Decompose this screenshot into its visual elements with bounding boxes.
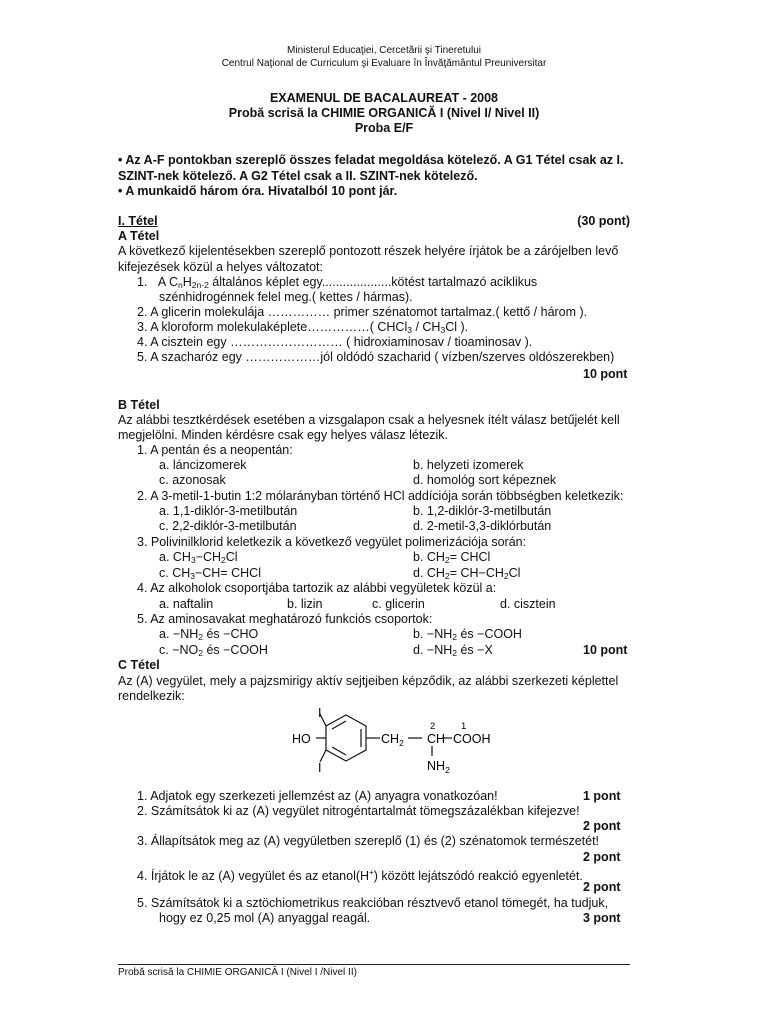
b-q5c-sub: 2 (198, 648, 203, 658)
b-q5b-p1: b. −NH (413, 627, 453, 641)
b-q4-option-c: c. glicerin (372, 597, 425, 611)
b-q2-option-d: d. 2-metil-3,3-diklórbután (413, 519, 552, 533)
nh2-label: NH (427, 759, 446, 773)
b-q3d-sub1: 2 (444, 571, 450, 581)
section-points: (30 pont) (577, 214, 630, 228)
b-q3c-sub1: 3 (190, 571, 195, 581)
b-q3a-p1: a. CH (159, 550, 191, 564)
a-points: 10 pont (583, 367, 628, 381)
c-q5-points: 3 pont (583, 911, 621, 925)
ch-group: CH (427, 732, 446, 746)
b-q3d-p3: Cl (508, 566, 521, 580)
b-question-1: 1. A pentán és a neopentán: (137, 443, 293, 457)
b-q4-option-a: a. naftalin (159, 597, 214, 611)
c-q4-sup: + (369, 868, 374, 877)
c-question-3: 3. Állapítsátok meg az (A) vegyületben szereplő (1) és (2) szénatomok természetét! (137, 834, 600, 848)
a-q1-sub-2n2: 2n-2 (191, 280, 209, 290)
b-intro-2: megjelölni. Minden kérdésre csak egy helyes válasz létezik. (118, 428, 449, 442)
structural-formula (280, 700, 510, 790)
b-q5-option-c (159, 643, 268, 661)
a-q1-post: általános képlet egy....................kötést tartalmazó aciklikus (208, 275, 538, 289)
b-q1-option-d: d. homológ sort képeznek (413, 473, 557, 487)
c-q4-post: ) között lejátszódó reakció egyenletét. (373, 869, 583, 883)
b-q3c-p2: −CH= CHCl (194, 566, 261, 580)
cooh-group: COOH (453, 732, 491, 746)
c-question-2: 2. Számítsátok ki az (A) vegyület nitrogéntartalmát tömegszázalékban kifejezve! (137, 804, 580, 818)
b-q2-option-c: c. 2,2-diklór-3-metilbután (159, 519, 297, 533)
c-q3-points: 2 pont (583, 850, 621, 864)
a-question-1-cont: szénhidrogénnek felel meg.( kettes / hármas). (159, 290, 413, 304)
c-q2-points: 2 pont (583, 819, 621, 833)
b-q3b-p2: = CHCl (449, 550, 491, 564)
c-title: C Tétel (118, 658, 160, 672)
b-q3d-sub2: 2 (503, 571, 509, 581)
b-q2-option-a: a. 1,1-diklór-3-metilbután (159, 504, 298, 518)
a-title: A Tétel (118, 229, 160, 243)
b-q5b-p2: és −COOH (457, 627, 522, 641)
c-question-1: 1. Adjatok egy szerkezeti jellemzést az (A) anyagra vonatkozóan! (137, 789, 498, 803)
iodine-top: I (318, 706, 322, 720)
exam-subtitle: Probă scrisă la CHIMIE ORGANICĂ I (Nivel I/ Nivel II) (228, 106, 540, 120)
b-q1-option-a: a. láncizomerek (159, 458, 247, 472)
a-q1-h: H (182, 275, 192, 289)
b-q5a-p1: a. −NH (159, 627, 199, 641)
center-line: Centrul Naţional de Curriculum şi Evaluare în Învăţământul Preuniversitar (221, 58, 547, 69)
ch2-label: CH (381, 732, 400, 746)
b-question-5: 5. Az aminosavakat meghatározó funkciós csoportok: (137, 612, 433, 626)
amino-group (427, 759, 450, 775)
b-q4-option-d: d. cisztein (500, 597, 556, 611)
c-intro-2: rendelkezik: (118, 689, 185, 703)
b-q5a-p2: és −CHO (203, 627, 259, 641)
b-q5d-p2: és −X (457, 643, 493, 657)
hydroxyl-group: HO (292, 732, 311, 746)
b-q3a-sub2: 2 (221, 555, 226, 565)
instruction-time: • A munkaidő három óra. Hivatalból 10 pont jár. (118, 184, 398, 198)
a-q3-pre: 3. A kloroform molekulaképlete……………( CHCl (137, 320, 408, 334)
b-q3a-p2: −CH (195, 550, 222, 564)
a-intro-1: A következő kijelentésekben szereplő pontozott részek helyére írjátok be a zárójelben levő (118, 244, 619, 258)
a-question-5: 5. A szacharóz egy ………………jól oldódó szacharid ( vízben/szerves oldószerekben) (137, 350, 615, 364)
nh2-sub: 2 (445, 765, 450, 775)
section-title (118, 214, 630, 229)
b-q5d-sub: 2 (452, 648, 457, 658)
b-q3a-sub1: 3 (190, 555, 196, 565)
a-q1-sub-n: n (178, 280, 183, 290)
exam-title: EXAMENUL DE BACALAUREAT - 2008 (269, 91, 499, 105)
a-q1-number: 1. (137, 275, 148, 289)
b-q5c-p1: c. −NO (159, 643, 199, 657)
b-question-4: 4. Az alkoholok csoportjába tartozik az alábbi vegyületek közül a: (137, 581, 497, 595)
a-q1-pre: A C (157, 275, 179, 289)
b-q4-option-b: b. lizin (287, 597, 323, 611)
a-question-2: 2. A glicerin molekulája …………… primer szénatomot tartalmaz.( kettő / három ). (137, 305, 588, 319)
c-question-5: 5. Számítsátok ki a sztöchiometrikus reakcióban résztvevő etanol tömegét, ha tudjuk, (137, 896, 609, 910)
a-q3-sub: 3 (407, 325, 412, 335)
b-q3b-p1: b. CH (413, 550, 445, 564)
b-q5-option-d (413, 643, 493, 661)
carbon-number-2: 2 (430, 721, 436, 732)
exam-proba: Proba E/F (354, 121, 414, 135)
b-q3d-p1: d. CH (413, 566, 445, 580)
carbon-number-1: 1 (461, 721, 467, 732)
section-name: I. Tétel (118, 214, 158, 228)
b-question-3: 3. Polivinilklorid keletkezik a következő vegyület polimerizációja során: (137, 535, 527, 549)
b-q1-option-c: c. azonosak (159, 473, 226, 487)
b-q3b-sub1: 2 (444, 555, 450, 565)
c-question-5-cont: hogy ez 0,25 mol (A) anyaggal reagál. (159, 911, 371, 925)
a-question-4: 4. A cisztein egy ……………………… ( hidroxiaminosav / tioaminosav ). (137, 335, 533, 349)
b-title: B Tétel (118, 398, 160, 412)
b-intro-1: Az alábbi tesztkérdések esetében a vizsgalapon csak a helyesnek ítélt válasz betűjelét kell (118, 413, 620, 427)
footer-text: Probă scrisă la CHIMIE ORGANICĂ I (Nivel I /Nivel II) (118, 967, 357, 978)
b-question-2: 2. A 3-metil-1-butin 1:2 mólarányban történő HCl addíciója során többségben keletkezik: (137, 489, 624, 503)
b-points: 10 pont (583, 643, 628, 657)
instruction-mandatory: • Az A-F pontokban szereplő összes feladat megoldása kötelező. A G1 Tétel csak az I. SZINT-nek kötelező. A G2 Tétel csak a II. SZINT-nek kötelező. (118, 153, 624, 183)
footer-divider (118, 964, 630, 965)
a-q3-post: Cl ). (445, 320, 469, 334)
c-question-4 (137, 865, 583, 884)
b-q5a-sub: 2 (198, 632, 203, 642)
c-q4-points: 2 pont (583, 880, 621, 894)
benzene-ring (326, 715, 366, 761)
c-intro-1: Az (A) vegyület, mely a pajzsmirigy aktív sejtjeiben képződik, az alábbi szerkezeti képlettel (118, 674, 619, 688)
a-q3-sub-b: 3 (440, 325, 446, 335)
ch2-group (381, 732, 404, 748)
b-q5c-p2: és −COOH (202, 643, 268, 657)
b-q2-option-b: b. 1,2-diklór-3-metilbután (413, 504, 552, 518)
ministry-line: Ministerul Educaţiei, Cercetării şi Tineretului (287, 45, 481, 56)
a-intro-2: kifejezések közül a helyes változatot: (118, 260, 323, 274)
ch2-sub: 2 (399, 738, 404, 748)
b-q5b-sub: 2 (452, 632, 457, 642)
b-q3c-p1: c. CH (159, 566, 191, 580)
c-q1-points: 1 pont (583, 789, 621, 803)
b-q5d-p1: d. −NH (413, 643, 453, 657)
iodine-bottom: I (318, 761, 322, 775)
b-q3d-p2: = CH−CH (449, 566, 504, 580)
b-q1-option-b: b. helyzeti izomerek (413, 458, 524, 472)
b-q3a-p3: Cl (225, 550, 238, 564)
a-q3-mid: / CH (411, 320, 441, 334)
c-q4-pre: 4. Írjátok le az (A) vegyület és az etanol(H (137, 869, 370, 883)
